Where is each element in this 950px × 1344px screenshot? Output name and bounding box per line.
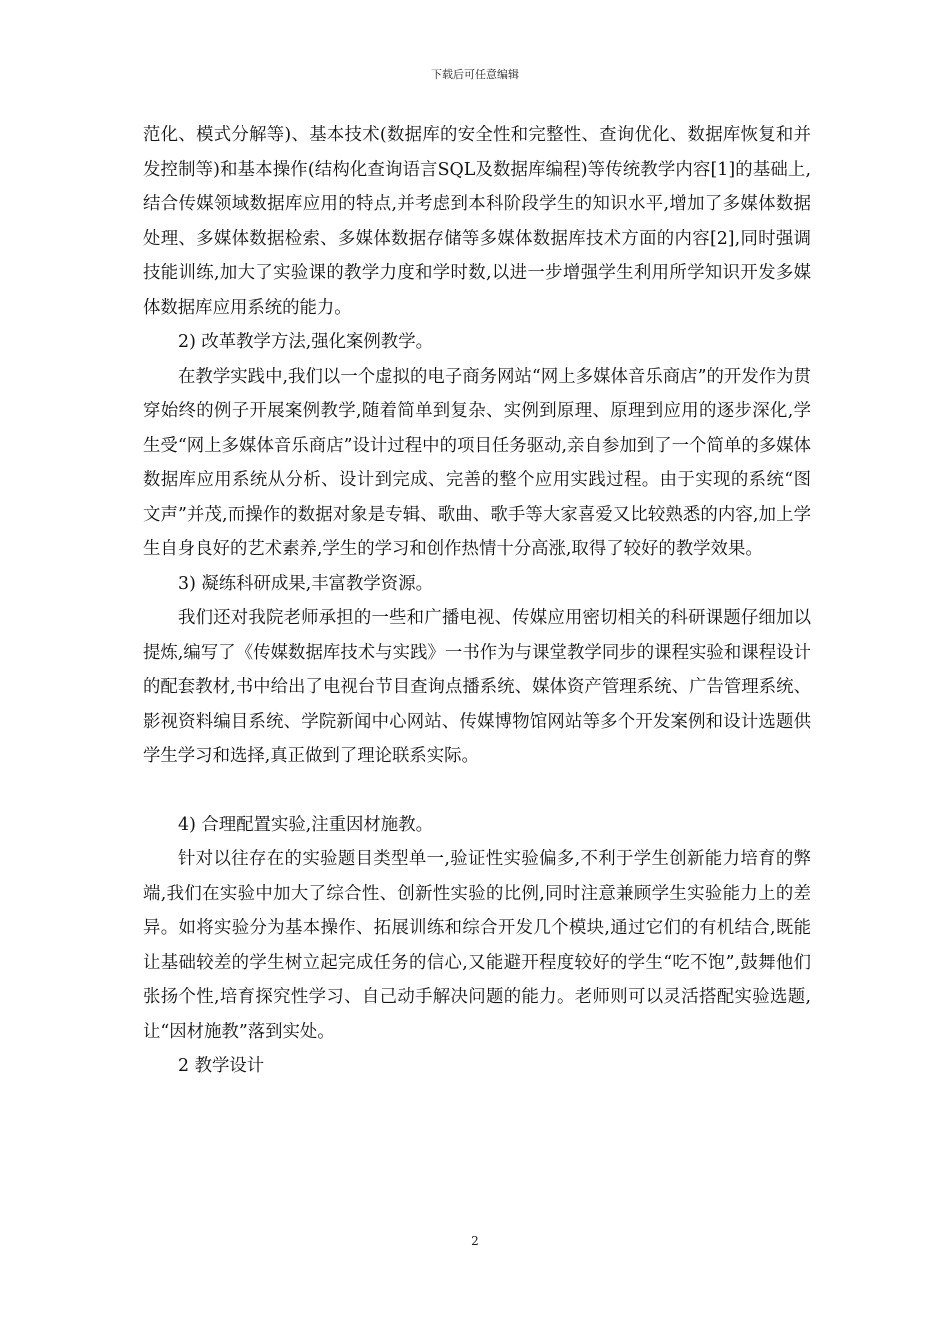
blank-line [143, 774, 811, 808]
list-item-heading: 3) 凝练科研成果,丰富教学资源。 [178, 573, 433, 594]
paragraph-continuation: 范化、模式分解等)、基本技术(数据库的安全性和完整性、查询优化、数据库恢复和并发控制等)和基本操作(结构化查询语言SQL及数据库编程)等传统教学内容[1]的基础上,结合传媒领域数据库应用的特点,并考虑到本科阶段学生的知识水平,增加了多媒体数据处理、多媒体数据检索、多媒体数据存储等多媒体数据库技术方面的内容[2],同时强调技能训练,加大了实验课的教学力度和学时数,以进一步增强学生利用所学知识开发多媒体数据库应用系统的能力。 [143, 125, 811, 318]
list-item-heading: 2) 改革教学方法,强化案例教学。 [178, 332, 433, 352]
body-text [143, 118, 811, 1084]
paragraph: 我们还对我院老师承担的一些和广播电视、传媒应用密切相关的科研课题仔细加以提炼,编写了《传媒数据库技术与实践》一书作为与课堂教学同步的课程实验和课程设计的配套教材,书中给出了电视台节目查询点播系统、媒体资产管理系统、广告管理系统、影视资料编目系统、学院新闻中心网站、传媒博物馆网站等多个开发案例和设计选题供学生学习和选择,真正做到了理论联系实际。 [143, 608, 811, 766]
paragraph: 在教学实践中,我们以一个虚拟的电子商务网站“网上多媒体音乐商店”的开发作为贯穿始终的例子开展案例教学,随着简单到复杂、实例到原理、原理到应用的逐步深化,学生受“网上多媒体音乐商店”设计过程中的项目任务驱动,亲自参加到了一个简单的多媒体数据库应用系统从分析、设计到完成、完善的整个应用实践过程。由于实现的系统“图文声”并茂,而操作的数据对象是专辑、歌曲、歌手等大家喜爱又比较熟悉的内容,加上学生自身良好的艺术素养,学生的学习和创作热情十分高涨,取得了较好的教学效果。 [143, 366, 811, 559]
page-number: 2 [471, 1234, 479, 1248]
paragraph: 针对以往存在的实验题目类型单一,验证性实验偏多,不利于学生创新能力培育的弊端,我们在实验中加大了综合性、创新性实验的比例,同时注意兼顾学生实验能力上的差异。如将实验分为基本操作、拓展训练和综合开发几个模块,通过它们的有机结合,既能让基础较差的学生树立起完成任务的信心,又能避开程度较好的学生“吃不饱”,鼓舞他们张扬个性,培育探究性学习、自己动手解决问题的能力。老师则可以灵活搭配实验选题,让“因材施教”落到实处。 [143, 849, 811, 1042]
section-heading: 2 教学设计 [178, 1056, 265, 1076]
list-item-heading: 4) 合理配置实验,注重因材施教。 [178, 814, 433, 835]
page-header: 下载后可任意编辑 [431, 68, 519, 81]
